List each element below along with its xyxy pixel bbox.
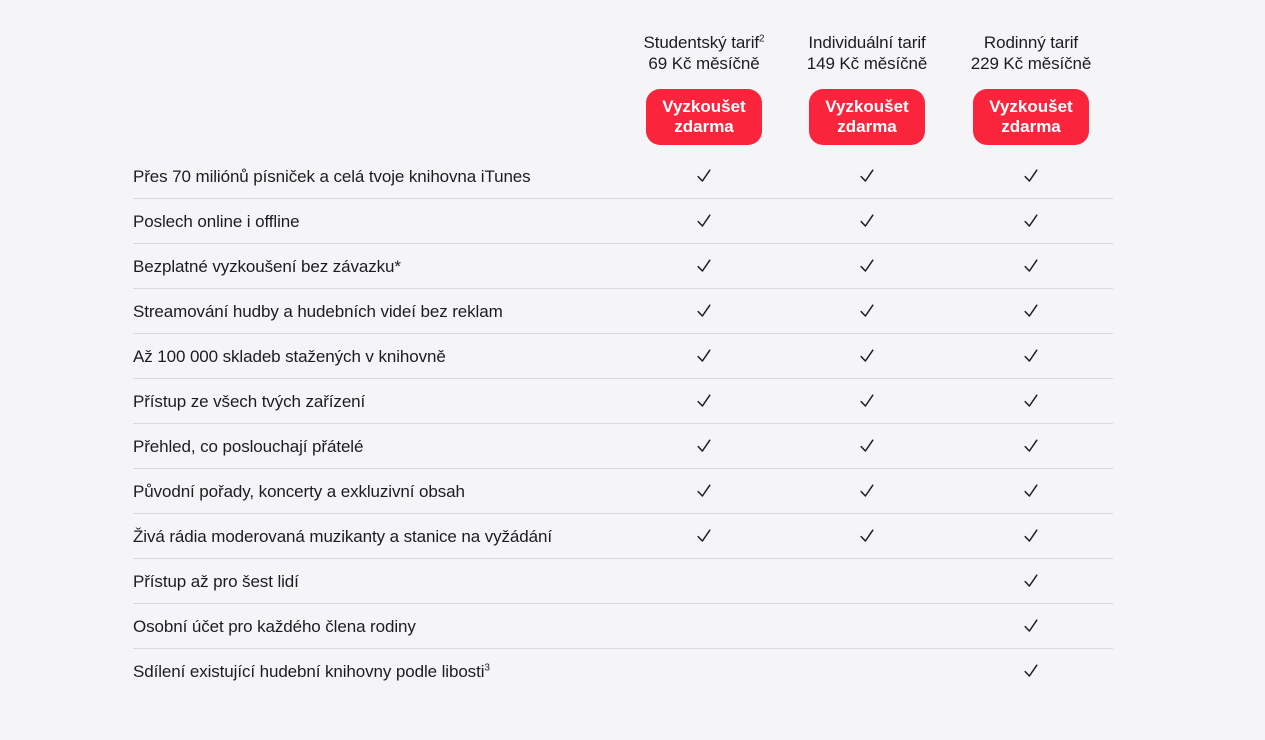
feature-label: Přístup až pro šest lidí [133,572,299,591]
checkmark-icon [1021,571,1041,591]
button-label-line2: zdarma [674,117,734,136]
feature-row [133,244,1113,289]
feature-row [133,289,1113,334]
feature-label: Osobní účet pro každého člena rodiny [133,617,416,636]
button-label-line2: zdarma [837,117,897,136]
checkmark-icon [694,526,714,546]
footnote-marker: 3 [484,662,490,674]
try-free-button-individual[interactable] [809,89,925,145]
checkmark-icon [1021,661,1041,681]
checkmark-icon [857,526,877,546]
feature-row [133,154,1113,199]
feature-label: Poslech online i offline [133,212,300,231]
plan-price: 229 Kč měsíčně [970,54,1092,73]
feature-row [133,334,1113,379]
checkmark-icon [857,346,877,366]
checkmark-icon [1021,301,1041,321]
feature-label: Streamování hudby a hudebních videí bez reklam [133,302,503,321]
checkmark-icon [1021,616,1041,636]
checkmark-icon [1021,481,1041,501]
plan-family [946,32,1116,145]
feature-label: Původní pořady, koncerty a exkluzivní obsah [133,482,465,501]
checkmark-icon [857,166,877,186]
plan-price: 69 Kč měsíčně [648,54,760,73]
checkmark-icon [694,481,714,501]
feature-label: Přehled, co poslouchají přátelé [133,437,364,456]
feature-label: Živá rádia moderovaná muzikanty a stanice na vyžádání [133,527,552,546]
checkmark-icon [694,166,714,186]
feature-label: Bezplatné vyzkoušení bez závazku* [133,257,401,276]
feature-row [133,604,1113,649]
button-label-line1: Vyzkoušet [989,97,1073,116]
feature-label: Sdílení existující hudební knihovny podle libosti$^3$ [133,662,490,681]
feature-label: Přístup ze všech tvých zařízení [133,392,366,411]
checkmark-icon [1021,346,1041,366]
checkmark-icon [694,346,714,366]
checkmark-icon [1021,256,1041,276]
checkmark-icon [694,391,714,411]
feature-label: Přes 70 miliónů písniček a celá tvoje knihovna iTunes [133,167,531,186]
feature-label: Až 100 000 skladeb stažených v knihovně [133,347,446,366]
plan-student [619,32,789,145]
checkmark-icon [1021,211,1041,231]
feature-row [133,469,1113,514]
checkmark-icon [694,256,714,276]
try-free-button-family[interactable] [973,89,1089,145]
checkmark-icon [1021,526,1041,546]
feature-row [133,514,1113,559]
checkmark-icon [857,436,877,456]
checkmark-icon [1021,166,1041,186]
plan-name: Individuální tarif [808,33,926,52]
checkmark-icon [857,481,877,501]
checkmark-icon [857,391,877,411]
checkmark-icon [857,301,877,321]
checkmark-icon [694,301,714,321]
checkmark-icon [857,211,877,231]
checkmark-icon [1021,436,1041,456]
button-label-line1: Vyzkoušet [825,97,909,116]
feature-row [133,379,1113,424]
feature-list [133,154,1113,694]
feature-row [133,649,1113,694]
plan-price: 149 Kč měsíčně [806,54,928,73]
feature-row [133,559,1113,604]
plan-header [0,32,1265,152]
checkmark-icon [694,211,714,231]
checkmark-icon [694,436,714,456]
feature-row [133,199,1113,244]
plan-individual [782,32,952,145]
footnote-marker: 2 [759,33,765,45]
feature-row [133,424,1113,469]
try-free-button-student[interactable] [646,89,762,145]
checkmark-icon [857,256,877,276]
button-label-line1: Vyzkoušet [662,97,746,116]
checkmark-icon [1021,391,1041,411]
plan-name: Rodinný tarif [983,33,1079,52]
plan-name: Studentský tarif$^2$ [643,33,765,52]
button-label-line2: zdarma [1001,117,1061,136]
